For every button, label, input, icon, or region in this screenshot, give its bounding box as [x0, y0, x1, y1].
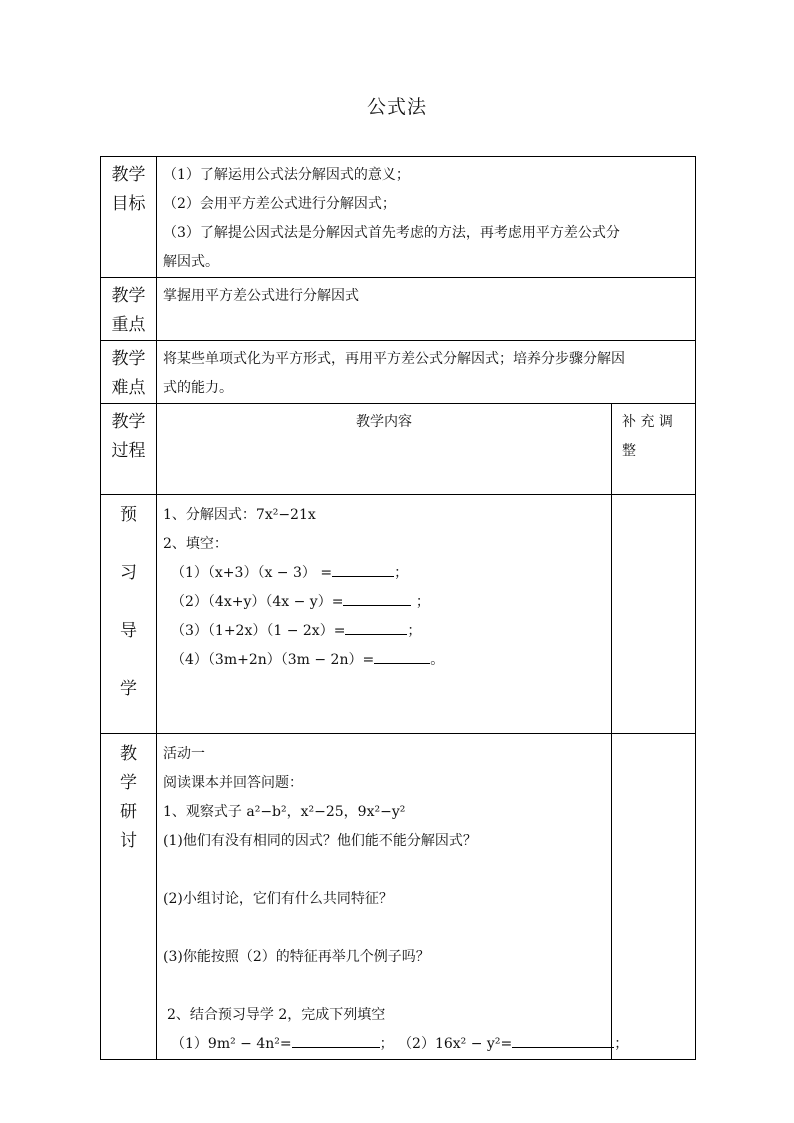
preview-question: 2、填空：	[163, 536, 228, 552]
adjust-header	[612, 404, 696, 495]
label-char: 学	[120, 679, 137, 699]
row-difficulty	[101, 341, 696, 404]
key-content: 掌握用平方差公式进行分解因式	[157, 278, 696, 341]
difficulty-line: 将某些单项式化为平方形式，再用平方差公式分解因式；培养分步骤分解因	[163, 351, 625, 367]
research-adjust	[612, 734, 696, 1060]
goals-label	[101, 157, 157, 278]
goal-line: （2）会用平方差公式进行分解因式；	[163, 196, 396, 212]
research-content	[157, 734, 629, 1060]
label-line: 教学	[111, 412, 146, 432]
label-line: 教学	[111, 286, 146, 306]
fill-item	[163, 559, 605, 588]
research-line: 1、观察式子 a²−b²，x²−25，9x²−y²	[163, 804, 406, 820]
page-title: 公式法	[366, 96, 427, 118]
label-line: 重点	[111, 315, 146, 335]
fill-expression: （1）（x+3）（x − 3） =	[171, 565, 333, 581]
fill-item	[163, 617, 605, 646]
fill-item	[163, 1030, 629, 1059]
label-line: 教学	[111, 165, 146, 185]
research-task: 2、结合预习导学 2，完成下列填空	[167, 1007, 386, 1023]
fill-expression: （4）（3m+2n）（3m − 2n）=	[171, 652, 375, 668]
research-label	[101, 734, 157, 1060]
goal-line: （3）了解提公因式法是分解因式首先考虑的方法，再考虑用平方差公式分	[163, 225, 620, 241]
fill-item	[163, 646, 605, 675]
answer-blank[interactable]	[345, 620, 407, 635]
fill-punct: 。	[430, 652, 445, 668]
key-label	[101, 278, 157, 341]
label-char: 导	[120, 621, 137, 641]
difficulty-content	[157, 341, 696, 404]
goals-content	[157, 157, 696, 278]
fill-punct: ；	[379, 1036, 394, 1052]
preview-question: 1、分解因式：7x²−21x	[163, 507, 316, 523]
process-label	[101, 404, 157, 495]
answer-blank[interactable]	[292, 1033, 380, 1048]
fill-punct: ；	[411, 594, 430, 610]
label-char: 讨	[120, 831, 137, 851]
content-header: 教学内容	[157, 404, 612, 495]
label-line: 补 充 调	[622, 414, 673, 430]
label-char: 习	[120, 563, 137, 583]
goal-line: 解因式。	[163, 254, 219, 270]
label-char: 教	[120, 744, 137, 764]
fill-punct: ；	[614, 1036, 629, 1052]
fill-expression: （3）（1+2x）（1 − 2x）=	[171, 623, 346, 639]
row-goals	[101, 157, 696, 278]
fill-expression: （2）16x² − y²=	[398, 1036, 513, 1052]
answer-blank[interactable]	[374, 649, 430, 664]
fill-item	[163, 588, 605, 617]
label-line: 教学	[111, 349, 146, 369]
fill-expression: （2）（4x+y）（4x − y）=	[171, 594, 344, 610]
goal-line: （1）了解运用公式法分解因式的意义；	[163, 167, 410, 183]
preview-content	[157, 495, 612, 734]
answer-blank[interactable]	[343, 591, 411, 606]
research-question: (1)他们有没有相同的因式？他们能不能分解因式？	[163, 833, 477, 849]
lesson-plan-table	[100, 156, 696, 1060]
research-line: 阅读课本并回答问题：	[163, 775, 303, 791]
fill-expression: （1）9m² − 4n²=	[171, 1036, 292, 1052]
research-question: (3)你能按照（2）的特征再举几个例子吗？	[163, 949, 430, 965]
research-question: (2)小组讨论，它们有什么共同特征？	[163, 891, 393, 907]
label-char: 学	[120, 773, 137, 793]
activity-title: 活动一	[163, 746, 205, 762]
fill-punct: ；	[394, 565, 409, 581]
preview-adjust	[612, 495, 696, 734]
label-char: 研	[120, 802, 137, 822]
difficulty-label	[101, 341, 157, 404]
label-line: 过程	[111, 441, 146, 461]
label-char: 预	[120, 505, 137, 525]
label-line: 整	[622, 443, 636, 459]
answer-blank[interactable]	[332, 562, 394, 577]
row-key	[101, 278, 696, 341]
preview-label	[101, 495, 157, 734]
label-line: 难点	[111, 378, 146, 398]
row-preview	[101, 495, 696, 734]
row-research	[101, 734, 696, 1060]
answer-blank[interactable]	[512, 1033, 614, 1048]
label-line: 目标	[111, 194, 146, 214]
difficulty-line: 式的能力。	[163, 380, 233, 396]
row-process	[101, 404, 696, 495]
fill-punct: ；	[407, 623, 422, 639]
